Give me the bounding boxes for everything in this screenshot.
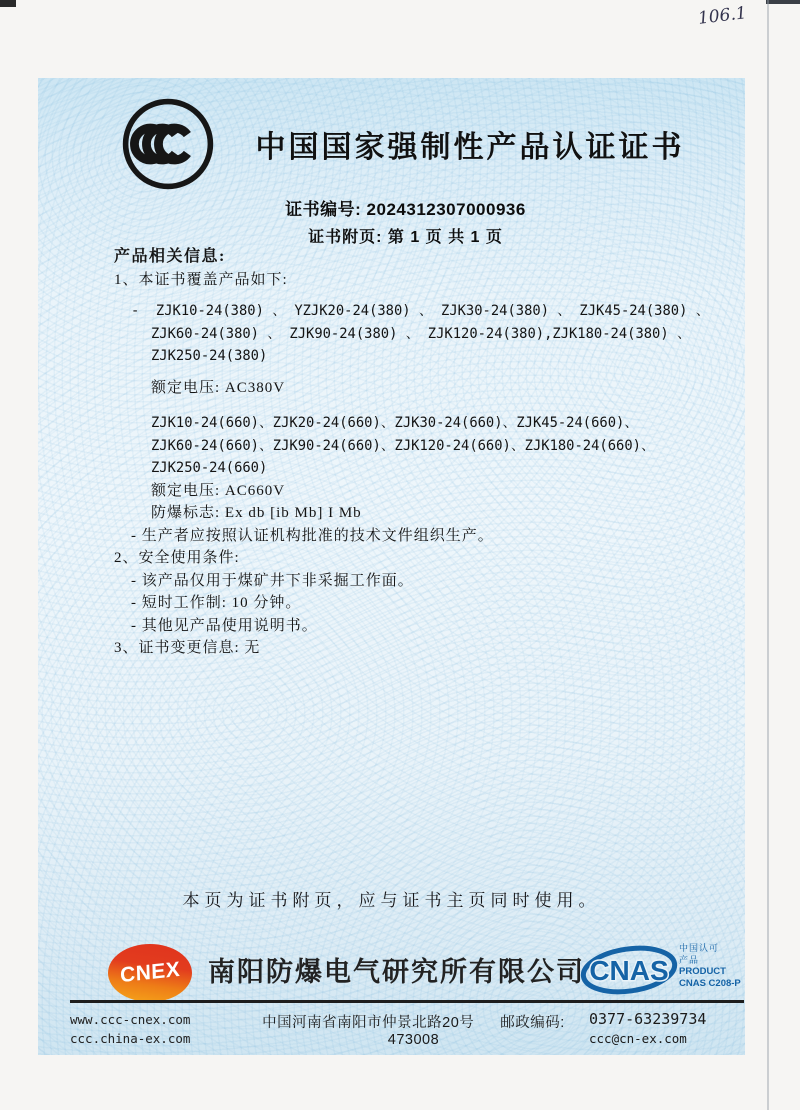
footer-divider — [70, 1000, 744, 1003]
certificate-number: 证书编号: 2024312307000936 — [285, 200, 526, 219]
address-block — [238, 1011, 589, 1048]
certificate-sheet — [38, 78, 745, 1055]
website-url: ccc.china-ex.com — [70, 1031, 191, 1046]
model-list-line: ZJK250-24(660) — [151, 460, 268, 476]
issuer-company-name: 南阳防爆电气研究所有限公司 — [208, 957, 585, 987]
handwritten-note: 106.1 — [696, 3, 748, 29]
email-address: ccc@cn-ex.com — [589, 1031, 687, 1046]
model-list-line: ZJK10-24(660)、ZJK20-24(660)、ZJK30-24(660)、ZJK45-24(660)、 — [151, 415, 639, 431]
producer-note-line: - 生产者应按照认证机构批准的技术文件组织生产。 — [131, 527, 494, 544]
phone-email-block — [589, 1010, 741, 1048]
website-block — [70, 1010, 238, 1048]
cnas-side-line: PRODUCT — [679, 966, 726, 977]
svg-text:CNAS: CNAS — [589, 955, 669, 986]
scan-corner-mark — [766, 0, 800, 4]
model-list-line: ZJK60-24(380) 、 ZJK90-24(380) 、 ZJK120-24(380),ZJK180-24(380) 、 — [151, 325, 691, 342]
cnas-logo — [579, 936, 741, 1000]
ccc-mark-icon — [120, 96, 216, 192]
model-list-line: - ZJK10-24(380) 、 YZJK20-24(380) 、 ZJK30-24(380) 、 ZJK45-24(380) 、 — [131, 303, 710, 319]
attachment-page-number: 证书附页: 第 1 页 共 1 页 — [308, 229, 503, 246]
address-text: 中国河南省南阳市仲景北路20号 — [262, 1014, 475, 1031]
safety-condition-line: - 该产品仅用于煤矿井下非采掘工作面。 — [131, 572, 414, 589]
contact-footer — [70, 1006, 741, 1052]
cnas-side-line: 产品 — [679, 955, 700, 965]
clause-3-heading: 3、证书变更信息: 无 — [114, 640, 261, 656]
model-list-line: ZJK60-24(660)、ZJK90-24(660)、ZJK120-24(660)、ZJK180-24(660)、 — [151, 437, 655, 454]
postal-code-text: 邮政编码: 473008 — [387, 1014, 565, 1048]
clause-2-heading: 2、安全使用条件: — [114, 550, 240, 566]
website-url: www.ccc-cnex.com — [70, 1012, 191, 1027]
rated-voltage-line: 额定电压: AC660V — [151, 482, 286, 499]
attachment-usage-note: 本页为证书附页，应与证书主页同时使用。 — [182, 891, 601, 911]
ex-marking-line: 防爆标志: Ex db [ib Mb] I Mb — [151, 505, 362, 521]
cnas-accreditation-text — [679, 942, 741, 990]
rated-voltage-line: 额定电压: AC380V — [151, 379, 286, 396]
scan-edge-line — [767, 0, 769, 1110]
safety-condition-line: - 短时工作制: 10 分钟。 — [131, 595, 302, 611]
safety-condition-line: - 其他见产品使用说明书。 — [131, 617, 318, 634]
model-list-line: ZJK250-24(380) — [151, 348, 268, 364]
issuer-row — [38, 930, 745, 1000]
phone-number: 0377-63239734 — [589, 1010, 707, 1028]
section-heading: 产品相关信息: — [114, 248, 226, 265]
product-info-section — [114, 246, 715, 660]
cnas-mark-icon — [579, 944, 679, 996]
scan-corner-mark — [0, 0, 16, 7]
cnas-side-line: 中国认可 — [679, 943, 720, 953]
certificate-title: 中国国家强制性产品认证证书 — [255, 131, 685, 164]
cnex-logo-text: CNEX — [119, 957, 181, 988]
cnex-logo — [108, 944, 192, 1002]
cnas-side-line: CNAS C208-P — [679, 978, 741, 989]
clause-1-heading: 1、本证书覆盖产品如下: — [114, 271, 288, 288]
